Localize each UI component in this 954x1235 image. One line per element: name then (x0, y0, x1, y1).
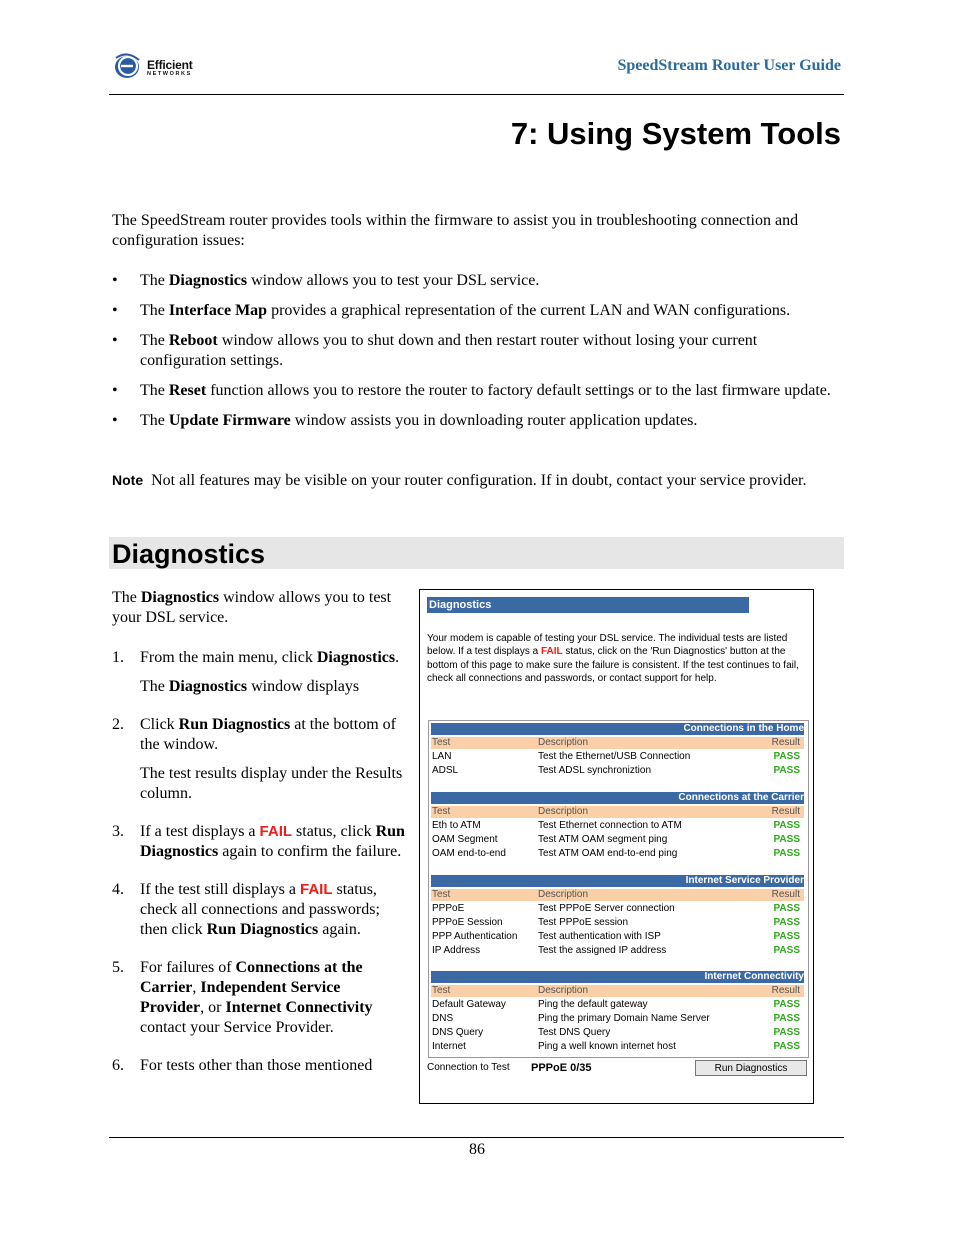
table-row: OAM Segment Test ATM OAM segment ping PASS (432, 834, 800, 845)
bullet-icon: • (112, 302, 118, 319)
table-row: PPP Authentication Test authentication with ISP PASS (432, 931, 800, 942)
note-label: Note (112, 472, 144, 488)
run-diagnostics-button[interactable]: Run Diagnostics (695, 1060, 807, 1076)
list-item: • The Update Firmware window assists you in downloading router application updates. (112, 412, 698, 429)
tools-bullet-list (112, 271, 847, 441)
bullet-icon: • (112, 272, 118, 289)
step-1: 1. From the main menu, click Diagnostics. The Diagnostics window displays (112, 649, 400, 695)
fail-status-label: FAIL (259, 823, 293, 840)
table-row: OAM end-to-end Test ATM OAM end-to-end ping PASS (432, 848, 800, 859)
fail-status-label: FAIL (540, 646, 563, 658)
list-item: • The Interface Map provides a graphical representation of the current LAN and WAN configurations. (112, 302, 791, 319)
fail-status-label: FAIL (299, 881, 333, 898)
step-6: 6. For tests other than those mentioned (112, 1057, 373, 1074)
bullet-icon: • (112, 382, 118, 399)
diagnostics-intro: The Diagnostics window allows you to test your DSL service. (112, 589, 392, 626)
table-row: Eth to ATM Test Ethernet connection to ATM PASS (432, 820, 800, 831)
bullet-icon: • (112, 412, 118, 429)
table-row: ADSL Test ADSL synchroniztion PASS (432, 765, 800, 776)
group-header: Connections in the Home (431, 723, 804, 735)
table-row: Internet Ping a well known internet host PASS (432, 1041, 800, 1052)
logo-wordmark: Efficient (147, 58, 193, 72)
efficient-networks-logo (113, 52, 213, 84)
bullet-icon: • (112, 332, 118, 349)
diagnostics-instructions (112, 588, 407, 1076)
group-header: Internet Service Provider (431, 875, 804, 887)
step-4: 4. If the test still displays a FAIL status, check all connections and passwords; then click Run Diagnostics again. (112, 881, 380, 938)
table-row: LAN Test the Ethernet/USB Connection PASS (432, 751, 800, 762)
list-item: • The Reboot window allows you to shut down and then restart router without losing your current configuration settings. (112, 332, 758, 369)
note-text: Not all features may be visible on your router configuration. If in doubt, contact your service provider. (151, 472, 807, 489)
intro-paragraph: The SpeedStream router provides tools within the firmware to assist you in troubleshooting connection and configuration issues: (112, 212, 799, 249)
table-row: PPPoE Session Test PPPoE session PASS (432, 917, 800, 928)
chapter-title: 7: Using System Tools (510, 116, 841, 151)
column-header-row: Test Description Result (431, 985, 804, 997)
diagnostics-results-table (428, 720, 809, 1058)
panel-title: Diagnostics (427, 597, 749, 613)
table-row: IP Address Test the assigned IP address PASS (432, 945, 800, 956)
panel-description: Your modem is capable of testing your DSL service. The individual tests are listed below. If a test displays a FAIL status, click on the 'Run Diagnostics' button at the bottom of this page to make sure the failure is consistent. If the test continues to fail, check all connections and passwords, or contact support for help. (427, 633, 799, 684)
column-header-row: Test Description Result (431, 806, 804, 818)
group-header: Internet Connectivity (431, 971, 804, 983)
guide-title: SpeedStream Router User Guide (617, 57, 841, 74)
table-row: DNS Query Test DNS Query PASS (432, 1027, 800, 1038)
header-divider (109, 94, 844, 95)
step-2: 2. Click Run Diagnostics at the bottom of the window. The test results display under the Results column. (112, 716, 403, 802)
step-5: 5. For failures of Connections at the Carrier, Independent Service Provider, or Internet Connectivity contact your Service Provider. (112, 959, 373, 1036)
logo-subtitle: NETWORKS (147, 71, 192, 77)
table-row: PPPoE Test PPPoE Server connection PASS (432, 903, 800, 914)
connection-to-test-label: Connection to Test (427, 1062, 510, 1073)
list-item: • The Reset function allows you to restore the router to factory default settings or to the last firmware update. (112, 382, 831, 399)
column-header-row: Test Description Result (431, 737, 804, 749)
section-title: Diagnostics (112, 539, 266, 569)
steps-list (112, 648, 407, 1076)
footer-divider (109, 1137, 844, 1138)
group-header: Connections at the Carrier (431, 792, 804, 804)
connection-to-test-select[interactable]: PPPoE 0/35 (531, 1062, 592, 1074)
table-row: Default Gateway Ping the default gateway PASS (432, 999, 800, 1010)
table-row: DNS Ping the primary Domain Name Server PASS (432, 1013, 800, 1024)
list-item: • The Diagnostics window allows you to test your DSL service. (112, 272, 540, 289)
logo-e-icon (113, 52, 141, 80)
diagnostics-window-screenshot (419, 589, 814, 1104)
page-number: 86 (469, 1141, 485, 1158)
column-header-row: Test Description Result (431, 889, 804, 901)
note-paragraph (112, 470, 832, 491)
step-3: 3. If a test displays a FAIL status, click Run Diagnostics again to confirm the failure. (112, 823, 405, 860)
